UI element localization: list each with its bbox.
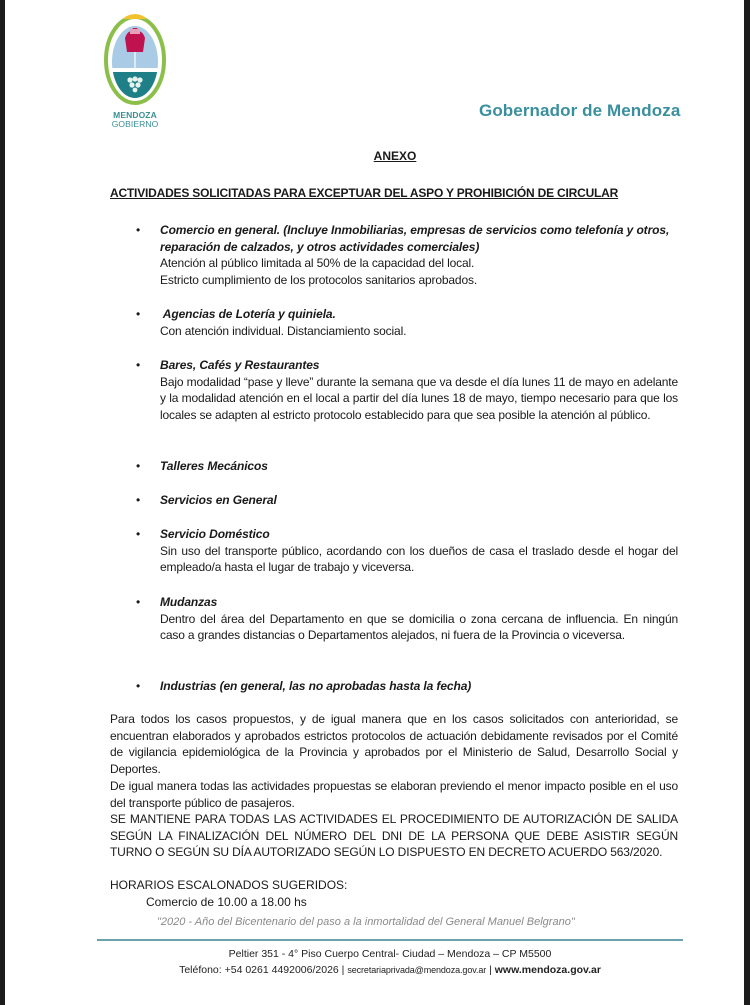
suggested-hours-schedule: Comercio de 10.00 a 18.00 hs — [146, 894, 307, 909]
footer-contact — [95, 962, 685, 978]
footer-separator: | — [338, 964, 348, 976]
document-page — [5, 0, 744, 1005]
item-title: Bares, Cafés y Restaurantes — [160, 358, 320, 372]
item-title: Industrias (en general, las no aprobadas hasta la fecha) — [160, 679, 472, 693]
item-title: Agencias de Lotería y quiniela. — [160, 307, 336, 321]
item-title: Servicios en General — [160, 493, 277, 507]
suggested-hours — [110, 877, 347, 910]
footer-motto: "2020 - Año del Bicentenario del paso a la inmortalidad del General Manuel Belgrano" — [157, 916, 575, 928]
footer-email-link[interactable]: secretariaprivada@mendoza.gov.ar — [347, 965, 487, 975]
footer-divider — [97, 939, 683, 941]
item-title: Servicio Doméstico — [160, 527, 270, 541]
logo-line-1: MENDOZA — [113, 110, 157, 120]
item-desc: Atención al público limitada al 50% de la capacidad del local. — [160, 256, 475, 270]
bullet-icon: • — [136, 459, 141, 473]
footer-website-link[interactable]: www.mendoza.gov.ar — [494, 964, 601, 976]
footer-address: Peltier 351 - 4° Piso Cuerpo Central- Ciudad – Mendoza – CP M5500 — [228, 948, 552, 960]
bullet-icon: • — [136, 307, 141, 321]
paragraph-dni-procedure: SE MANTIENE PARA TODAS LAS ACTIVIDADES EL PROCEDIMIENTO DE AUTORIZACIÓN DE SALIDA SEGÚN LA FINALIZACIÓN DEL NÚMERO DEL DNI DE LA PERSONA QUE DEBE ASISTIR SEGÚN TURNO O SEGÚN SU DÍA AUTORIZADO SEGÚN LO DISPUESTO EN DECRETO ACUERDO 563/2020. — [110, 812, 678, 860]
document-heading: ANEXO — [373, 149, 417, 163]
footer-separator: | — [486, 964, 495, 976]
item-desc: Con atención individual. Distanciamiento social. — [160, 323, 407, 338]
bullet-icon: • — [136, 358, 141, 372]
paragraph-protocols: Para todos los casos propuestos, y de igual manera que en los casos solicitados con anterioridad, se encuentran elaborados y aprobados estrictos protocolos de actuación debidamente revisados por el Comité de vigilancia epidemiológica de la Provincia y aprobados por el Ministerio de Salud, Desarrollo Social y Deportes. — [110, 712, 678, 777]
suggested-hours-label: HORARIOS ESCALONADOS SUGERIDOS: — [110, 878, 348, 892]
logo-line-2: GOBIERNO — [111, 119, 159, 129]
item-desc: Dentro del área del Departamento en que se domicilia o zona cercana de influencia. En ningún caso a grandes distancias o Departamentos alejados, ni fuera de la Provincia o viceversa. — [160, 611, 678, 642]
bullet-icon: • — [136, 595, 141, 609]
item-desc: Bajo modalidad “pase y lleve” durante la semana que va desde el día lunes 11 de mayo en adelante y la modalidad atención en el local a partir del día lunes 18 de mayo, tiempo necesario para que los locales se adapten al estricto protocolo establecido para que sea posible la atención al público. — [160, 374, 678, 422]
bullet-icon: • — [136, 679, 141, 693]
document-subtitle: ACTIVIDADES SOLICITADAS PARA EXCEPTUAR DEL ASPO Y PROHIBICIÓN DE CIRCULAR — [110, 186, 619, 200]
logo-wordmark — [105, 111, 165, 129]
paragraph-transport: De igual manera todas las actividades propuestas se elaboran previendo el menor impacto posible en el uso del transporte público de pasajeros. — [110, 779, 678, 810]
item-desc: Sin uso del transporte público, acordando con los dueños de casa el traslado desde el hogar del empleado/a hasta el lugar de trabajo y viceversa. — [160, 543, 678, 574]
bullet-icon: • — [136, 493, 141, 507]
header-title: Gobernador de Mendoza — [479, 101, 681, 120]
footer — [95, 946, 685, 978]
item-title: Mudanzas — [160, 595, 218, 609]
bullet-icon: • — [136, 223, 141, 237]
bullet-icon: • — [136, 527, 141, 541]
item-desc: Estricto cumplimiento de los protocolos sanitarios aprobados. — [160, 272, 478, 287]
footer-phone: Teléfono: +54 0261 4492006/2026 — [179, 964, 339, 976]
item-title: Comercio en general. (Incluye Inmobiliarias, empresas de servicios como telefonía y otros, reparación de calzados, y otros actividades comerciales) — [160, 223, 670, 254]
item-title: Talleres Mecánicos — [160, 459, 268, 473]
